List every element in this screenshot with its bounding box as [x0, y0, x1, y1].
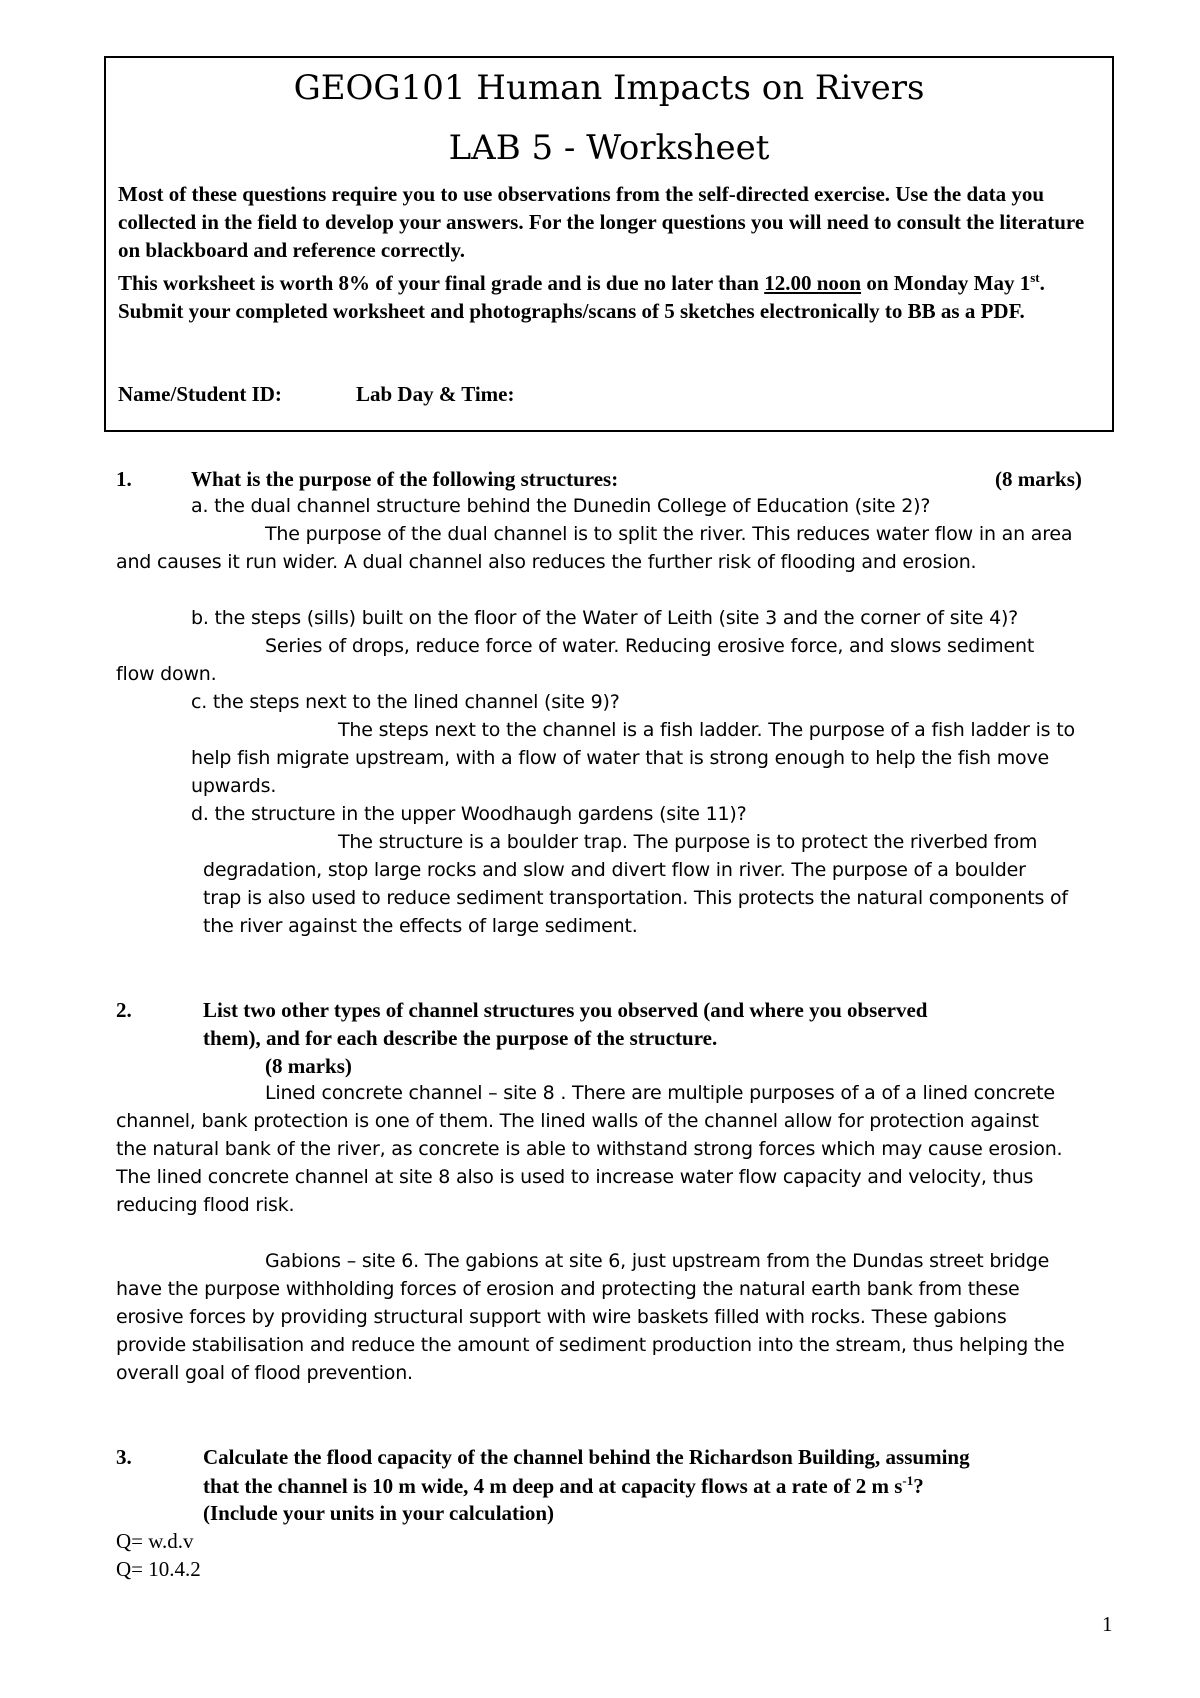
deadline-time: 12.00 noon: [764, 271, 862, 295]
answer-2-line: have the purpose withholding forces of erosion and protecting the natural earth bank from these: [116, 1278, 1020, 1300]
answer-3-line: Q= w.d.v: [116, 1529, 194, 1553]
question-1-text: What is the purpose of the following structures:: [191, 467, 619, 491]
instructions-text: This worksheet is worth 8% of your final grade and is due no later than: [118, 271, 765, 295]
question-3-text-part: that the channel is 10 m wide, 4 m deep and at capacity flows at a rate of 2 m s: [203, 1474, 903, 1498]
answer-2-line: Lined concrete channel – site 8 . There are multiple purposes of a of a lined concrete: [265, 1082, 1055, 1104]
page-number: 1: [1102, 1612, 1113, 1636]
answer-1d-line: The structure is a boulder trap. The purpose is to protect the riverbed from: [338, 831, 1038, 853]
answer-1a-line: and causes it run wider. A dual channel also reduces the further risk of flooding and erosion.: [116, 551, 977, 573]
answer-1c-line: help fish migrate upstream, with a flow of water that is strong enough to help the fish move: [191, 747, 1049, 769]
answer-1d-line: trap is also used to reduce sediment transportation. This protects the natural components of: [203, 887, 1068, 909]
answer-2-line: overall goal of flood prevention.: [116, 1362, 413, 1384]
answer-2-line: The lined concrete channel at site 8 also is used to increase water flow capacity and velocity, thus: [116, 1166, 1034, 1188]
question-3-text: Calculate the flood capacity of the channel behind the Richardson Building, assuming: [203, 1445, 970, 1469]
answer-3-line: Q= 10.4.2: [116, 1557, 201, 1581]
page-title: GEOG101 Human Impacts on Rivers: [293, 68, 925, 108]
question-3-text: (Include your units in your calculation): [203, 1501, 555, 1525]
answer-1b-line: flow down.: [116, 663, 217, 685]
question-1b: b. the steps (sills) built on the floor of the Water of Leith (site 3 and the corner of site 4)?: [191, 607, 1019, 629]
answer-1d-line: the river against the effects of large sediment.: [203, 915, 638, 937]
question-1c: c. the steps next to the lined channel (site 9)?: [191, 691, 620, 713]
question-1-marks: (8 marks): [995, 467, 1082, 491]
question-1-number: 1.: [116, 467, 132, 491]
question-2-text: them), and for each describe the purpose of the structure.: [203, 1026, 718, 1050]
answer-2-line: Gabions – site 6. The gabions at site 6, just upstream from the Dundas street bridge: [265, 1250, 1050, 1272]
instructions-text: on Monday May 1: [861, 271, 1031, 295]
answer-2-line: provide stabilisation and reduce the amount of sediment production into the stream, thus helping the: [116, 1334, 1065, 1356]
answer-2-line: the natural bank of the river, as concrete is able to withstand strong forces which may cause erosion.: [116, 1138, 1063, 1160]
header-box: [104, 56, 1114, 432]
instructions: [118, 180, 1108, 325]
exponent: -1: [902, 1473, 914, 1488]
identification-fields: [118, 382, 514, 407]
page-subtitle: LAB 5 - Worksheet: [448, 128, 770, 168]
answer-2-line: erosive forces by providing structural support with wire baskets filled with rocks. These gabions: [116, 1306, 1007, 1328]
question-3-text: [203, 1473, 924, 1499]
question-2-marks: (8 marks): [265, 1054, 352, 1078]
answer-2-line: reducing flood risk.: [116, 1194, 295, 1216]
instructions-paragraph-2: [118, 264, 1108, 325]
question-3-text-part: ?: [913, 1474, 924, 1498]
question-3-number: 3.: [116, 1445, 132, 1469]
name-student-id-label: Name/Student ID:: [118, 382, 282, 406]
instructions-text: . Submit your completed worksheet and photographs/scans of 5 sketches electronically to BB as a PDF.: [118, 271, 1045, 323]
question-1d: d. the structure in the upper Woodhaugh gardens (site 11)?: [191, 803, 747, 825]
instructions-paragraph-1: Most of these questions require you to use observations from the self-directed exercise. Use the data you collected in the field to develop your answers. For the longer questions you will need to consult the literature on blackboard and reference correctly.: [118, 182, 1085, 262]
answer-1a-line: The purpose of the dual channel is to split the river. This reduces water flow in an area: [265, 523, 1073, 545]
answer-1c-line: The steps next to the channel is a fish ladder. The purpose of a fish ladder is to: [338, 719, 1075, 741]
answer-1d-line: degradation, stop large rocks and slow and divert flow in river. The purpose of a boulder: [203, 859, 1026, 881]
answer-1c-line: upwards.: [191, 775, 277, 797]
question-2-number: 2.: [116, 998, 132, 1022]
answer-1b-line: Series of drops, reduce force of water. Reducing erosive force, and slows sediment: [265, 635, 1035, 657]
lab-day-time-label: Lab Day & Time:: [356, 382, 515, 406]
question-2-text: List two other types of channel structures you observed (and where you observed: [203, 998, 928, 1022]
question-1a: a. the dual channel structure behind the Dunedin College of Education (site 2)?: [191, 495, 931, 517]
ordinal-suffix: st: [1030, 270, 1040, 285]
answer-2-line: channel, bank protection is one of them. The lined walls of the channel allow for protection against: [116, 1110, 1039, 1132]
